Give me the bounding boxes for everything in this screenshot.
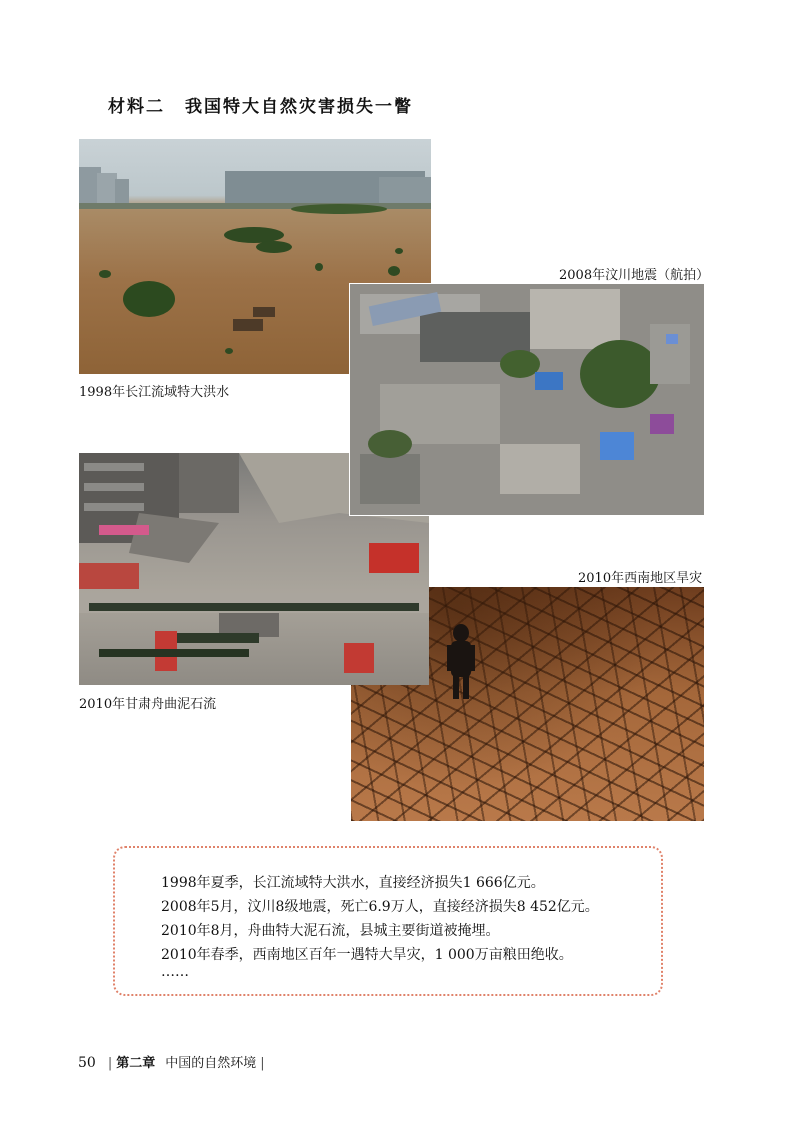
- quake-illustration: [350, 284, 704, 515]
- flood-caption: 1998年长江流域特大洪水: [79, 385, 230, 400]
- page-footer: [78, 1052, 269, 1071]
- mudslide-caption: 2010年甘肃舟曲泥石流: [79, 697, 217, 712]
- info-line: 2010年8月，舟曲特大泥石流，县城主要街道被掩埋。: [161, 923, 500, 939]
- footer-divider: |: [260, 1056, 265, 1071]
- material-label: 材料二: [108, 97, 165, 117]
- section-label: 中国的自然环境: [165, 1056, 257, 1071]
- page-number: 50: [78, 1055, 96, 1071]
- info-ellipsis: ……: [161, 964, 189, 980]
- material-heading: 我国特大自然灾害损失一瞥: [185, 97, 413, 117]
- info-line: 1998年夏季，长江流域特大洪水，直接经济损失1 666亿元。: [161, 875, 545, 891]
- quake-caption: 2008年汶川地震（航拍）: [559, 268, 710, 283]
- info-line: 2010年春季，西南地区百年一遇特大旱灾，1 000万亩粮田绝收。: [161, 947, 573, 963]
- drought-caption: 2010年西南地区旱灾: [578, 571, 703, 586]
- footer-divider: |: [107, 1056, 113, 1071]
- chapter-label: 第二章: [116, 1056, 156, 1071]
- info-box: [113, 846, 663, 996]
- material-title: [108, 92, 413, 117]
- info-line: 2008年5月，汶川8级地震，死亡6.9万人，直接经济损失8 452亿元。: [161, 899, 599, 915]
- quake-photo: [349, 283, 705, 516]
